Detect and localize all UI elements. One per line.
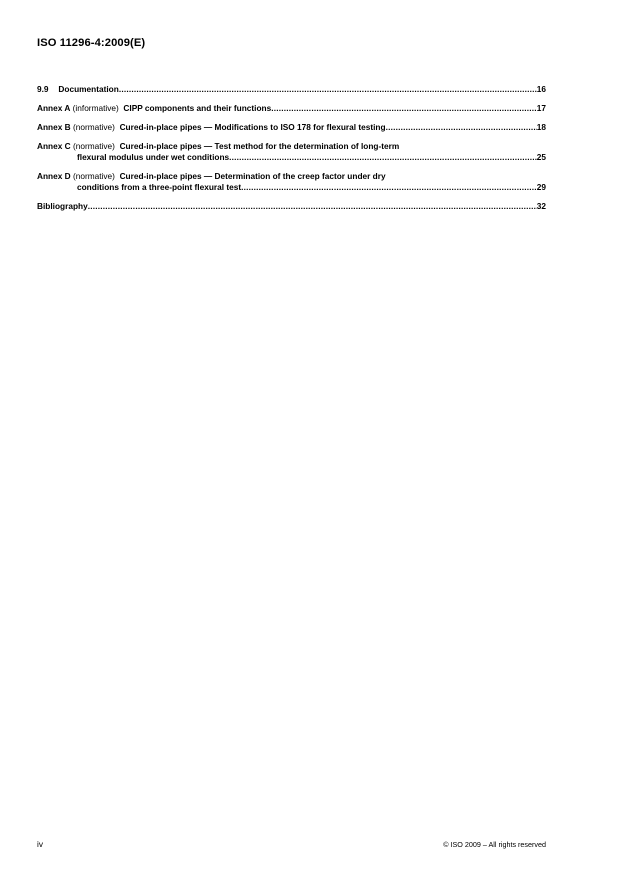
toc-annex-kind: (informative): [72, 103, 119, 113]
toc-annex-label: Annex C: [37, 141, 71, 151]
toc-entry-title: Cured-in-place pipes — Determination of the creep factor under dry: [119, 171, 386, 181]
table-of-contents: [37, 84, 546, 220]
toc-leader-dots: [386, 122, 537, 133]
toc-leader-dots: [229, 152, 537, 163]
toc-entry-title: CIPP components and their functions: [123, 103, 272, 113]
toc-entry-title: Cured-in-place pipes — Test method for the determination of long-term: [119, 141, 400, 151]
toc-entry-9-9[interactable]: [37, 84, 546, 95]
toc-leader-dots: [241, 182, 537, 193]
toc-entry-annex-b[interactable]: [37, 122, 546, 133]
toc-leader-dots: [271, 103, 537, 114]
toc-entry-page: 16: [536, 84, 546, 94]
toc-entry-bibliography[interactable]: [37, 201, 546, 212]
toc-entry-annex-d[interactable]: [37, 171, 546, 193]
toc-entry-page: 25: [536, 152, 546, 162]
toc-entry-title: Cured-in-place pipes — Modifications to ISO 178 for flexural testing: [119, 122, 386, 132]
toc-annex-label: Annex B: [37, 122, 71, 132]
copyright-notice: © ISO 2009 – All rights reserved: [443, 840, 546, 849]
toc-annex-kind: (normative): [72, 141, 115, 151]
toc-annex-label: Annex D: [37, 171, 71, 181]
toc-entry-number: 9.9: [37, 84, 49, 94]
toc-entry-page: 17: [536, 103, 546, 113]
toc-annex-kind: (normative): [72, 122, 115, 132]
toc-entry-title-continued: conditions from a three-point flexural test: [77, 182, 242, 192]
toc-entry-annex-c[interactable]: [37, 141, 546, 163]
toc-entry-page: 32: [536, 201, 546, 211]
toc-annex-label: Annex A: [37, 103, 71, 113]
toc-entry-page: 18: [536, 122, 546, 132]
toc-leader-dots: [88, 201, 537, 212]
toc-entry-title-continued: flexural modulus under wet conditions: [77, 152, 230, 162]
toc-entry-annex-a[interactable]: [37, 103, 546, 114]
toc-entry-title: Documentation: [58, 84, 119, 94]
page-number: iv: [37, 839, 43, 849]
toc-entry-title: Bibliography: [37, 201, 88, 211]
toc-annex-kind: (normative): [72, 171, 115, 181]
document-identifier: ISO 11296-4:2009(E): [37, 37, 146, 49]
toc-leader-dots: [119, 84, 537, 95]
toc-entry-page: 29: [536, 182, 546, 192]
